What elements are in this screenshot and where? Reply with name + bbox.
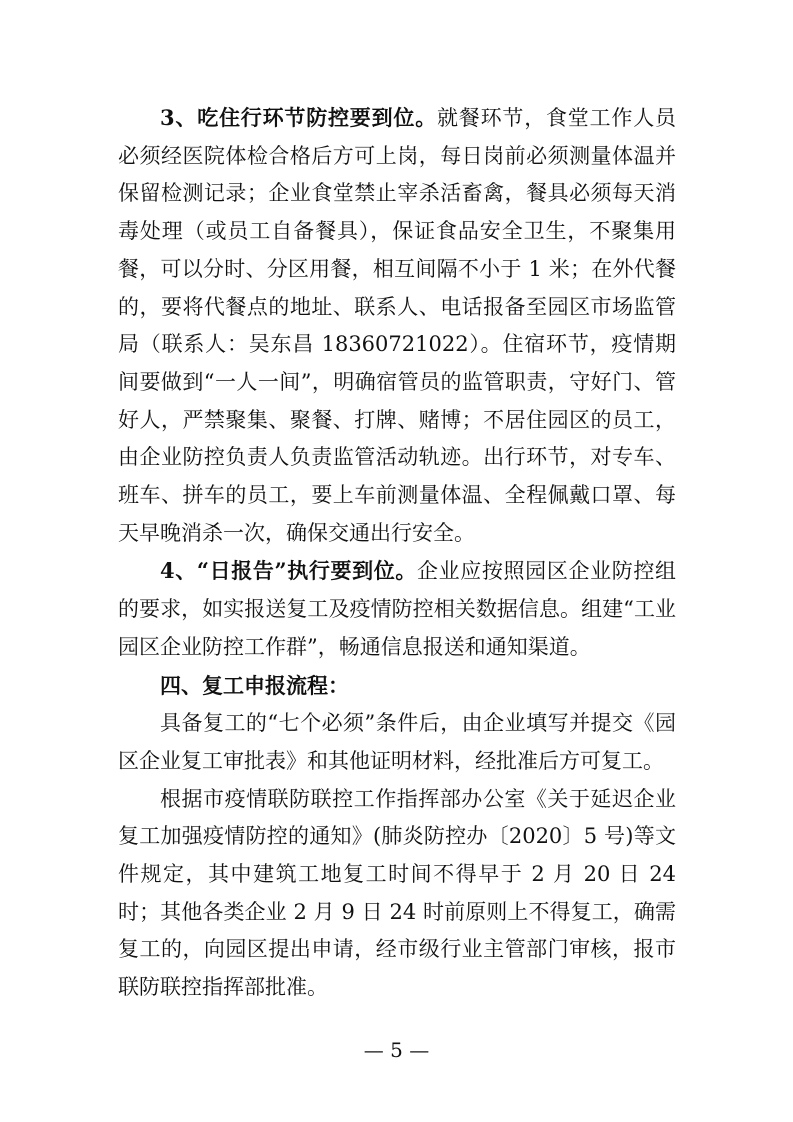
paragraph-text: 就餐环节，食堂工作人员必须经医院体检合格后方可上岗，每日岗前必须测量体温并保留检测记录；企业食堂禁止宰杀活畜禽，餐具必须每天消毒处理（或员工自备餐具），保证食品安全卫生，不聚集用餐，可以分时、分区用餐，相互间隔不小于 1 米；在外代餐的，要将代餐点的地址、联系人、电话报备至园区市场监管局（联系人：吴东昌 18360721022）。住宿环节，疫情期间要做到“一人一间”，明确宿管员的监管职责，守好门、管好人，严禁聚集、聚餐、打牌、赌博；不居住园区的员工，由企业防控负责人负责监管活动轨迹。出行环节，对专车、班车、拼车的员工，要上车前测量体温、全程佩戴口罩、每天早晚消杀一次，确保交通出行安全。: [118, 106, 676, 545]
section-heading-resumption-process: [118, 667, 676, 706]
paragraph-notice-regulations: [118, 781, 676, 1007]
paragraph-text: 根据市疫情联防联控工作指挥部办公室《关于延迟企业复工加强疫情防控的通知》(肺炎防控办〔2020〕5 号)等文件规定，其中建筑工地复工时间不得早于 2 月 20 日 24 时；其他各类企业 2 月 9 日 24 时前原则上不得复工，确需复工的，向园区提出申请，经市级行业主管部门审核，报市联防联控指挥部批准。: [118, 786, 676, 1000]
page-number: — 5 —: [363, 1038, 430, 1062]
paragraph-lead: 4、“日报告”执行要到位。: [160, 558, 418, 584]
paragraph-daily-report: [118, 552, 676, 666]
document-body: [118, 99, 676, 1007]
paragraph-text: 具备复工的“七个必须”条件后，由企业填写并提交《园区企业复工审批表》和其他证明材料，经批准后方可复工。: [118, 711, 676, 773]
paragraph-seven-conditions: [118, 705, 676, 780]
section-heading: 四、复工申报流程：: [160, 672, 349, 698]
paragraph-lead: 3、吃住行环节防控要到位。: [160, 105, 437, 130]
paragraph-text: 企业应按照园区企业防控组的要求，如实报送复工及疫情防控相关数据信息。组建“工业园区企业防控工作群”，畅通信息报送和通知渠道。: [118, 559, 676, 659]
paragraph-dining-lodging-travel: [118, 99, 676, 552]
